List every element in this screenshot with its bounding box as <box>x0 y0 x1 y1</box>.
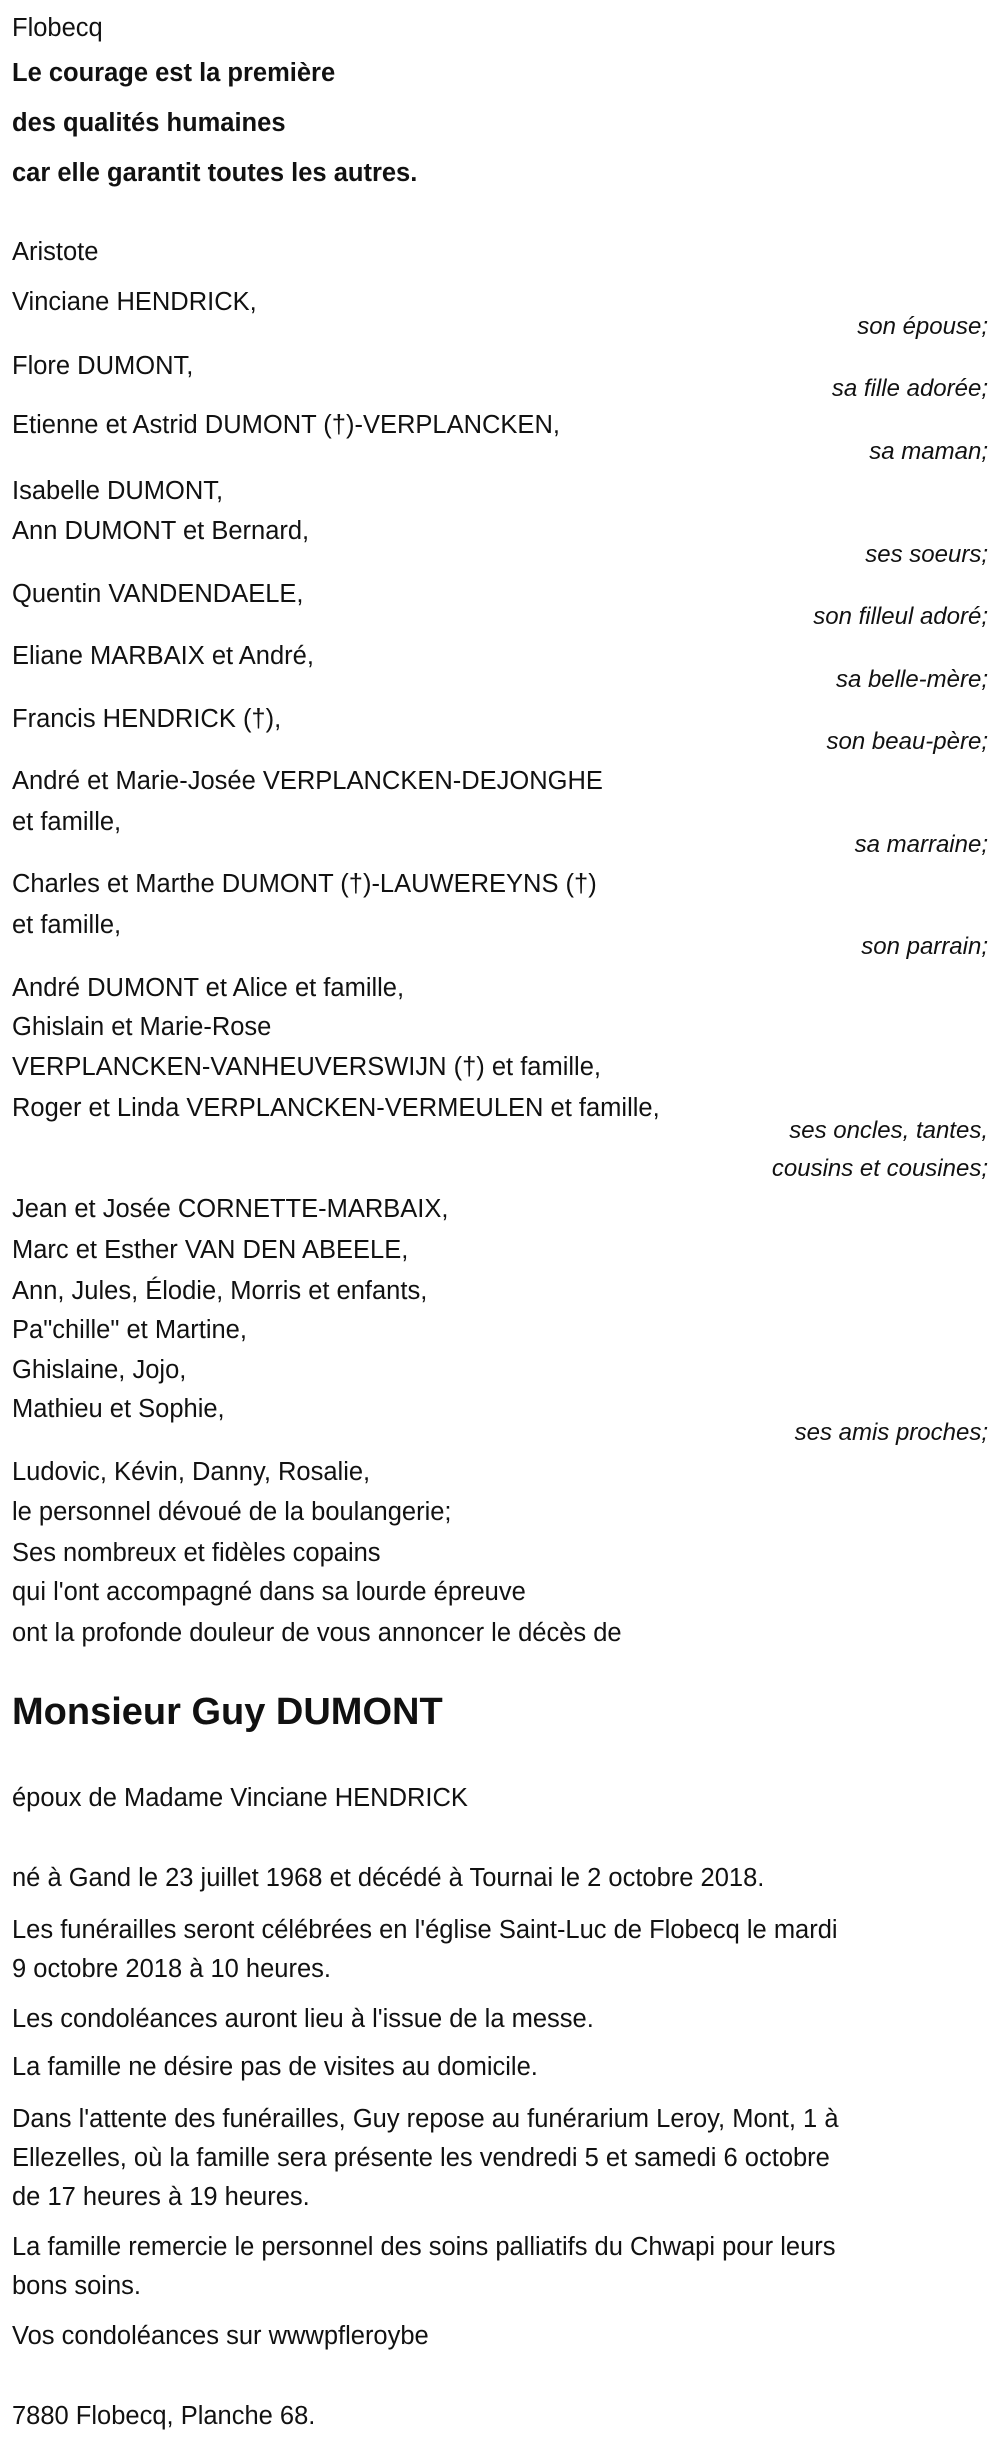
detail-line: Les funérailles seront célébrées en l'église Saint-Luc de Flobecq le mardi <box>12 1916 838 1944</box>
detail-line: Ellezelles, où la famille sera présente les vendredi 5 et samedi 6 octobre <box>12 2144 830 2172</box>
family-name: André et Marie-Josée VERPLANCKEN-DEJONGHE <box>12 767 603 795</box>
detail-line: La famille remercie le personnel des soins palliatifs du Chwapi pour leurs <box>12 2233 836 2261</box>
family-name: Eliane MARBAIX et André, <box>12 642 314 670</box>
family-name: Charles et Marthe DUMONT (†)-LAUWEREYNS (†) <box>12 870 597 898</box>
family-name: et famille, <box>12 911 122 939</box>
family-relation: sa belle-mère; <box>835 666 988 693</box>
family-relation: ses soeurs; <box>865 541 988 568</box>
closing-line: Ses nombreux et fidèles copains <box>12 1539 381 1567</box>
detail-line: Dans l'attente des funérailles, Guy repose au funérarium Leroy, Mont, 1 à <box>12 2105 839 2133</box>
family-relation: son épouse; <box>857 313 988 340</box>
family-name: Isabelle DUMONT, <box>12 477 224 505</box>
quote-line: des qualités humaines <box>12 109 286 137</box>
family-relation: ses oncles, tantes, <box>789 1117 988 1144</box>
deceased-spouse: époux de Madame Vinciane HENDRICK <box>12 1784 468 1812</box>
family-relation: sa fille adorée; <box>831 375 988 402</box>
family-name: VERPLANCKEN-VANHEUVERSWIJN (†) et famille, <box>12 1053 601 1081</box>
detail-line: de 17 heures à 19 heures. <box>12 2183 310 2211</box>
closing-line: qui l'ont accompagné dans sa lourde épreuve <box>12 1578 526 1606</box>
family-relation: cousins et cousines; <box>771 1155 988 1182</box>
closing-line: Ludovic, Kévin, Danny, Rosalie, <box>12 1458 371 1486</box>
family-name: Etienne et Astrid DUMONT (†)-VERPLANCKEN, <box>12 411 560 439</box>
closing-line: le personnel dévoué de la boulangerie; <box>12 1498 452 1526</box>
quote-author: Aristote <box>12 238 99 266</box>
family-name: Roger et Linda VERPLANCKEN-VERMEULEN et famille, <box>12 1094 660 1122</box>
deceased-name: Monsieur Guy DUMONT <box>12 1691 443 1733</box>
detail-line: 9 octobre 2018 à 10 heures. <box>12 1955 331 1983</box>
detail-line: La famille ne désire pas de visites au domicile. <box>12 2053 538 2081</box>
family-name: Pa"chille" et Martine, <box>12 1316 247 1344</box>
family-name: André DUMONT et Alice et famille, <box>12 974 405 1002</box>
detail-line: Les condoléances auront lieu à l'issue de la messe. <box>12 2005 594 2033</box>
family-name: Ghislain et Marie-Rose <box>12 1013 272 1041</box>
quote-line: car elle garantit toutes les autres. <box>12 159 418 187</box>
closing-line: ont la profonde douleur de vous annoncer le décès de <box>12 1619 622 1647</box>
family-name: Ann, Jules, Élodie, Morris et enfants, <box>12 1277 428 1305</box>
detail-line: né à Gand le 23 juillet 1968 et décédé à Tournai le 2 octobre 2018. <box>12 1864 765 1892</box>
family-name: et famille, <box>12 808 122 836</box>
family-name: Jean et Josée CORNETTE-MARBAIX, <box>12 1195 449 1223</box>
detail-line: bons soins. <box>12 2272 141 2300</box>
family-name: Marc et Esther VAN DEN ABEELE, <box>12 1236 409 1264</box>
family-name: Flore DUMONT, <box>12 352 194 380</box>
condolences-link-line: Vos condoléances sur wwwpfleroybe <box>12 2322 429 2350</box>
family-relation: son beau-père; <box>826 728 988 755</box>
quote-line: Le courage est la première <box>12 59 336 87</box>
family-relation: son filleul adoré; <box>813 603 988 630</box>
family-name: Ghislaine, Jojo, <box>12 1356 187 1384</box>
family-name: Francis HENDRICK (†), <box>12 705 282 733</box>
family-name: Quentin VANDENDAELE, <box>12 580 304 608</box>
family-relation: son parrain; <box>861 933 988 960</box>
place: Flobecq <box>12 14 103 42</box>
family-name: Ann DUMONT et Bernard, <box>12 517 310 545</box>
family-relation: sa maman; <box>869 438 988 465</box>
family-name: Mathieu et Sophie, <box>12 1395 225 1423</box>
family-name: Vinciane HENDRICK, <box>12 288 257 316</box>
family-relation: sa marraine; <box>854 831 988 858</box>
address: 7880 Flobecq, Planche 68. <box>12 2402 316 2430</box>
family-relation: ses amis proches; <box>794 1419 988 1446</box>
